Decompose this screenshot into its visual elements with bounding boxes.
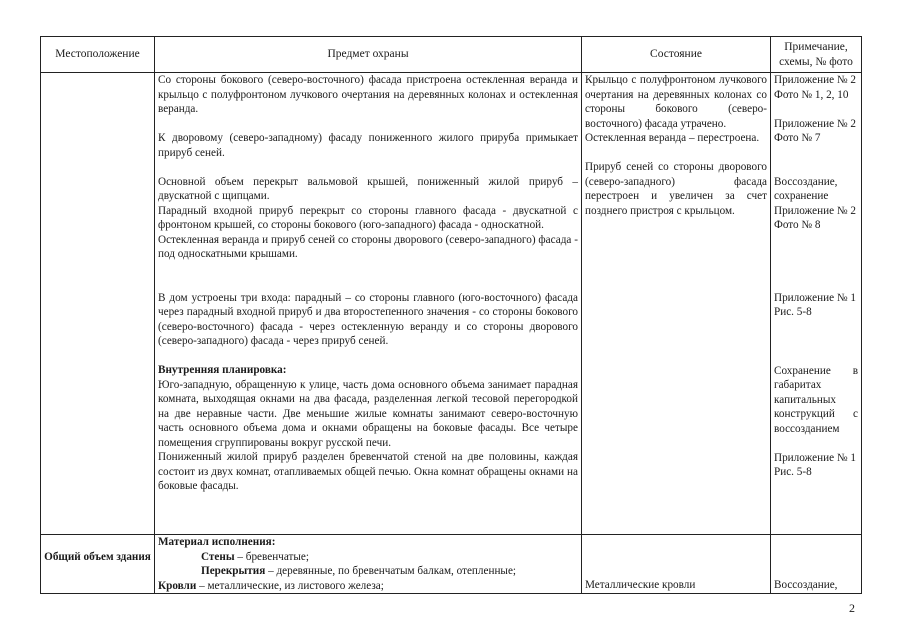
subject-paragraph: Основной объем перекрыт вальмовой крышей, пониженный жилой прируб – двускатной с щипцами. <box>158 175 578 202</box>
state-paragraph: Крыльцо с полуфронтоном лучкового очертания на деревянных колонах со стороны бокового (северо-восточного) фасада утрачено. <box>585 74 767 130</box>
floors-text: – деревянные, по бревенчатым балкам, отепленные; <box>265 565 517 577</box>
note-paragraph: Сохранение в габаритах капитальных конструкций с воссозданием <box>774 364 858 435</box>
header-note-line2: схемы, № фото <box>779 55 853 68</box>
layout-heading: Внутренняя планировка: <box>158 364 287 376</box>
note-line: Рис. 5-8 <box>774 466 812 478</box>
roofs-label: Кровли <box>158 579 197 592</box>
walls-text: – бревенчатые; <box>234 550 309 563</box>
subject-paragraph: Остекленная веранда и прируб сеней со стороны дворового (северо-западного) фасада - под односкатными крышами. <box>158 233 578 260</box>
note-line: Фото № 7 <box>774 132 821 144</box>
note-line: Приложение № 2 <box>774 117 856 130</box>
walls-line <box>155 550 581 565</box>
note-line: Приложение № 2 <box>774 204 856 217</box>
header-location: Местоположение <box>41 37 155 73</box>
roofs-line <box>155 579 581 594</box>
note-line: Рис. 5-8 <box>774 306 812 318</box>
floors-line <box>155 564 581 579</box>
note-line: Фото № 8 <box>774 219 821 231</box>
floors-label: Перекрытия <box>201 565 266 577</box>
state-cell <box>582 73 771 535</box>
note-cell <box>771 535 862 594</box>
header-note-line1: Примечание, <box>784 40 848 53</box>
subject-paragraph: В дом устроены три входа: парадный – со стороны главного (юго-восточного) фасада через парадный входной прируб и два второстепенного значения - со стороны бокового (северо-восточного) фасада - через остекленную веранду и со стороны дворового (северо-западного) фасада - через прируб сеней. <box>158 291 578 347</box>
subject-cell <box>155 535 582 594</box>
note-line: Приложение № 1 <box>774 451 856 464</box>
state-cell <box>582 535 771 594</box>
location-label: Общий объем здания <box>44 551 151 563</box>
protection-table <box>40 36 862 594</box>
page-number: 2 <box>849 601 855 615</box>
subject-paragraph: К дворовому (северо-западному) фасаду пониженного жилого прируба примыкает прируб сеней. <box>158 132 578 159</box>
subject-paragraph: Со стороны бокового (северо-восточного) фасада пристроена остекленная веранда и крыльцо с полуфронтоном лучкового очертания на деревянных колонах и остекленная веранда. <box>158 74 578 115</box>
note-line: Воссоздание, <box>774 175 838 188</box>
state-paragraph: Остекленная веранда – перестроена. <box>585 132 760 144</box>
header-note <box>771 37 862 73</box>
subject-paragraph: Пониженный жилой прируб разделен бревенчатой стеной на две половины, каждая состоит из двух комнат, отапливаемых общей печью. Окна комнат обращены окнами на боковые фасады. <box>158 451 578 492</box>
material-heading: Материал исполнения: <box>158 536 276 548</box>
header-subject: Предмет охраны <box>155 37 582 73</box>
roofs-text: – металлические, из листового железа; <box>196 579 384 592</box>
walls-label: Стены <box>201 550 235 563</box>
subject-cell <box>155 73 582 535</box>
note-line: Воссоздание, <box>774 578 838 591</box>
location-cell <box>41 73 155 535</box>
state-paragraph: Прируб сеней со стороны дворового (северо-западного) фасада перестроен и увеличен за счет позднего пристроя с крыльцом. <box>585 161 767 217</box>
table-row <box>41 73 862 535</box>
location-cell <box>41 535 155 594</box>
subject-paragraph: Парадный входной прируб перекрыт со стороны главного фасада - двускатной с фронтоном крышей, со стороны бокового (юго-западного) фасада - односкатной. <box>158 204 578 231</box>
header-state: Состояние <box>582 37 771 73</box>
table-header-row <box>41 37 862 73</box>
state-paragraph: Металлические кровли <box>585 578 696 591</box>
note-cell <box>771 73 862 535</box>
note-line: сохранение <box>774 190 829 202</box>
subject-paragraph: Юго-западную, обращенную к улице, часть дома основного объема занимает парадная комната, выходящая окнами на два фасада, разделенная легкой тесовой перегородкой на две неравные части. Две меньшие жилые комнаты занимают северо-восточную часть основного объема дома и окнами обращены на боковые фасады. Все четыре помещения сгруппированы вокруг русской печи. <box>158 378 578 449</box>
note-line: Фото № 1, 2, 10 <box>774 88 849 101</box>
note-line: Приложение № 1 <box>774 291 856 304</box>
note-line: Приложение № 2 <box>774 74 856 86</box>
table-row <box>41 535 862 594</box>
